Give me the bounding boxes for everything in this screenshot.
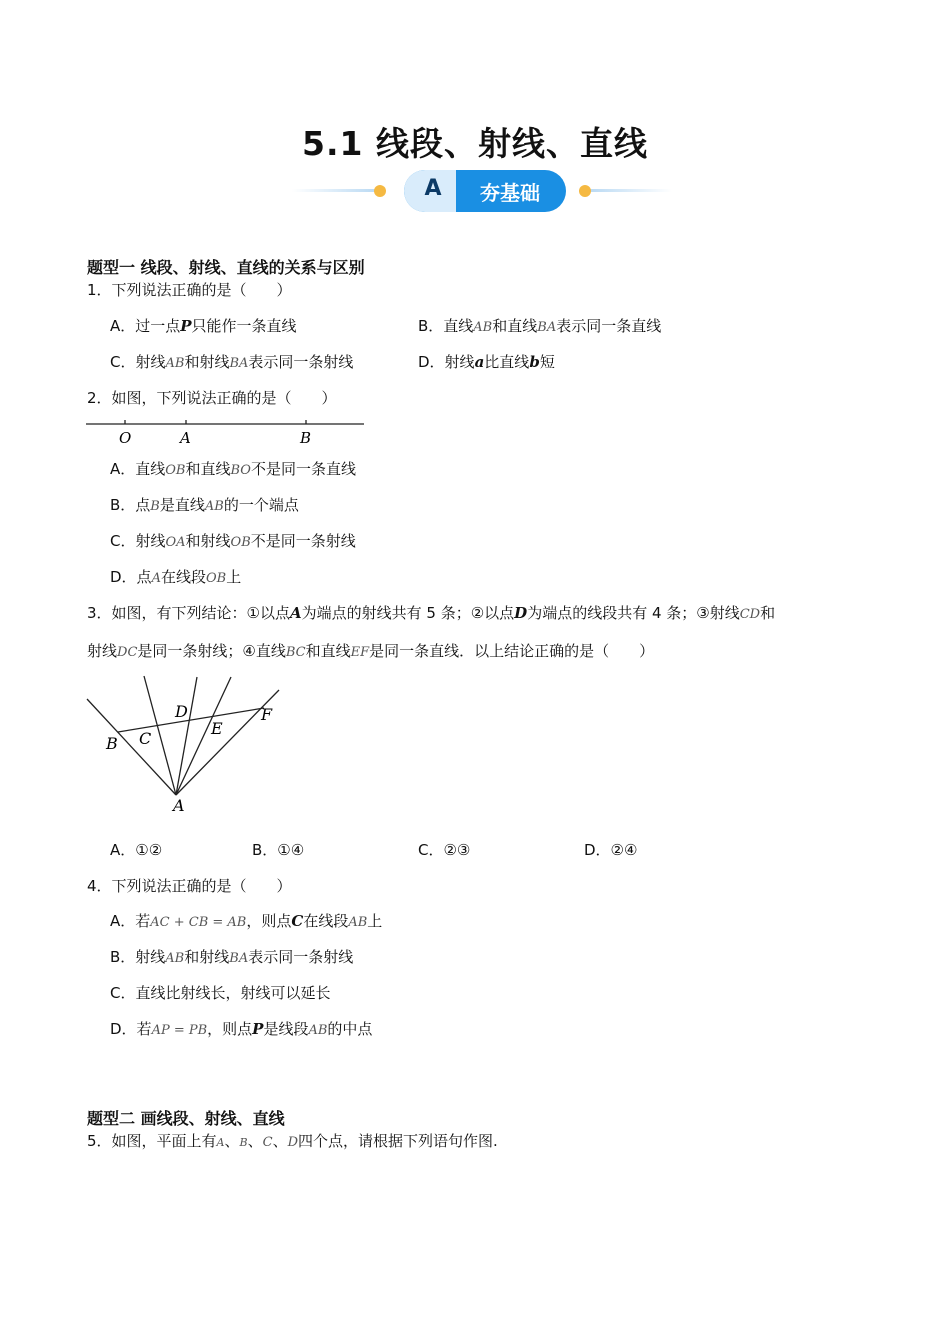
math: C xyxy=(262,1135,273,1150)
question-1-option-b xyxy=(418,316,661,338)
math: OB xyxy=(230,535,251,550)
text: 是直线 xyxy=(159,496,205,514)
question-2-stem: 2．如图，下列说法正确的是（ ） xyxy=(87,389,337,407)
question-1-option-a xyxy=(110,316,297,336)
text: B．射线 xyxy=(110,948,166,966)
math: D xyxy=(287,1135,299,1150)
text: 上 xyxy=(367,912,383,930)
text: 上 xyxy=(226,568,242,586)
text: C．射线 xyxy=(110,353,166,371)
point-label-a: A xyxy=(180,429,191,447)
question-2-option-a xyxy=(110,459,356,481)
text: C．射线 xyxy=(110,532,166,550)
text: 、 xyxy=(272,1132,288,1150)
text: 5．如图，平面上有 xyxy=(87,1132,217,1150)
question-2-figure xyxy=(86,414,366,448)
text: D．射线 xyxy=(418,353,475,371)
text: 和射线 xyxy=(184,353,230,371)
question-4-option-b xyxy=(110,947,353,969)
text: 的一个端点 xyxy=(223,496,299,514)
text: 在线段 xyxy=(303,912,349,930)
point-label-e: E xyxy=(211,719,223,738)
question-1-option-d xyxy=(418,352,555,372)
banner-label: 夯基础 xyxy=(480,181,540,205)
text: 是同一条直线．以上结论正确的是（ ） xyxy=(369,642,655,660)
math: CD xyxy=(739,607,761,622)
math: OA xyxy=(165,535,186,550)
text: D．点 xyxy=(110,568,152,586)
text: 射线 xyxy=(87,642,118,660)
point-label-c: C xyxy=(139,729,152,748)
math: A xyxy=(216,1136,225,1149)
point-label-a: A xyxy=(173,796,185,815)
question-2-option-d xyxy=(110,567,241,589)
text: 不是同一条射线 xyxy=(250,532,356,550)
text: 和直线 xyxy=(305,642,351,660)
point-label-b: B xyxy=(106,734,118,753)
math: OB xyxy=(165,463,186,478)
text: 的中点 xyxy=(327,1020,373,1038)
banner-left-dot xyxy=(374,185,386,197)
text: A．直线 xyxy=(110,460,166,478)
text: B．直线 xyxy=(418,317,474,335)
text: 、 xyxy=(247,1132,263,1150)
page-title: 5.1 线段、射线、直线 xyxy=(302,124,648,163)
text: ，则点 xyxy=(207,1020,253,1038)
point-label-d: D xyxy=(175,702,188,721)
math: BC xyxy=(285,645,306,660)
math: AB xyxy=(473,320,493,335)
point-label-b: B xyxy=(300,429,312,447)
math: B xyxy=(239,1136,248,1149)
math: AB xyxy=(308,1023,328,1038)
math: D xyxy=(514,604,528,622)
question-2-option-b xyxy=(110,495,299,517)
banner-letter: A xyxy=(424,176,442,201)
math: B xyxy=(150,499,160,514)
text: 、 xyxy=(224,1132,240,1150)
point-label-f: F xyxy=(261,705,273,724)
question-3-line-1 xyxy=(87,603,775,625)
math: AB xyxy=(165,356,185,371)
text: 是线段 xyxy=(263,1020,309,1038)
text: 和直线 xyxy=(492,317,538,335)
math: AP = PB xyxy=(151,1023,208,1038)
text: A．过一点 xyxy=(110,317,181,335)
text: ，则点 xyxy=(246,912,292,930)
question-4-option-d xyxy=(110,1019,372,1041)
section-heading-2: 题型二 画线段、射线、直线 xyxy=(87,1109,285,1128)
text: 和射线 xyxy=(185,532,231,550)
question-3-line-2 xyxy=(87,641,654,663)
math: EF xyxy=(350,645,370,660)
math: P xyxy=(252,1020,264,1038)
text: 和直线 xyxy=(185,460,231,478)
text: 表示同一条射线 xyxy=(248,948,354,966)
math: BA xyxy=(537,320,557,335)
question-3-option-b: B．①④ xyxy=(252,841,305,859)
math: A xyxy=(290,604,302,622)
math: BA xyxy=(229,951,249,966)
text: 表示同一条射线 xyxy=(248,353,354,371)
banner-right-dot xyxy=(579,185,591,197)
question-3-figure xyxy=(84,672,284,818)
math: AB xyxy=(165,951,185,966)
question-4-option-a xyxy=(110,911,382,933)
text: 四个点，请根据下列语句作图. xyxy=(298,1132,498,1150)
text: D．若 xyxy=(110,1020,152,1038)
question-2-option-c xyxy=(110,531,356,553)
math: BO xyxy=(230,463,251,478)
text: 短 xyxy=(539,353,555,371)
question-1-option-c xyxy=(110,352,353,374)
question-3-option-a: A．①② xyxy=(110,841,163,859)
text: 在线段 xyxy=(160,568,206,586)
text: 是同一条射线；④直线 xyxy=(137,642,286,660)
text: 为端点的线段共有 4 条；③射线 xyxy=(527,604,740,622)
math: a xyxy=(474,353,485,371)
math: A xyxy=(151,571,161,586)
math: OB xyxy=(205,571,227,586)
text: 和射线 xyxy=(184,948,230,966)
math: P xyxy=(180,317,192,335)
question-4-option-c: C．直线比射线长，射线可以延长 xyxy=(110,984,331,1002)
text: 和 xyxy=(760,604,776,622)
question-3-option-d: D．②④ xyxy=(584,841,638,859)
text: 只能作一条直线 xyxy=(191,317,297,335)
text: 3．如图，有下列结论：①以点 xyxy=(87,604,290,622)
question-4-stem: 4．下列说法正确的是（ ） xyxy=(87,877,292,895)
math: DC xyxy=(117,645,138,660)
math: AC + CB = AB xyxy=(150,915,247,930)
text: 表示同一条直线 xyxy=(556,317,662,335)
point-label-o: O xyxy=(119,429,132,447)
math: AB xyxy=(348,915,368,930)
level-banner xyxy=(292,168,672,214)
math: BA xyxy=(229,356,249,371)
text: 为端点的射线共有 5 条；②以点 xyxy=(301,604,515,622)
question-5-stem xyxy=(87,1131,498,1153)
question-3-option-c: C．②③ xyxy=(418,841,471,859)
text: 比直线 xyxy=(484,353,530,371)
math: C xyxy=(291,912,304,930)
text: 不是同一条直线 xyxy=(250,460,356,478)
text: B．点 xyxy=(110,496,151,514)
section-heading-1: 题型一 线段、射线、直线的关系与区别 xyxy=(87,258,365,277)
math: b xyxy=(529,353,540,371)
math: AB xyxy=(204,499,224,514)
question-1-stem: 1．下列说法正确的是（ ） xyxy=(87,281,292,299)
text: A．若 xyxy=(110,912,151,930)
